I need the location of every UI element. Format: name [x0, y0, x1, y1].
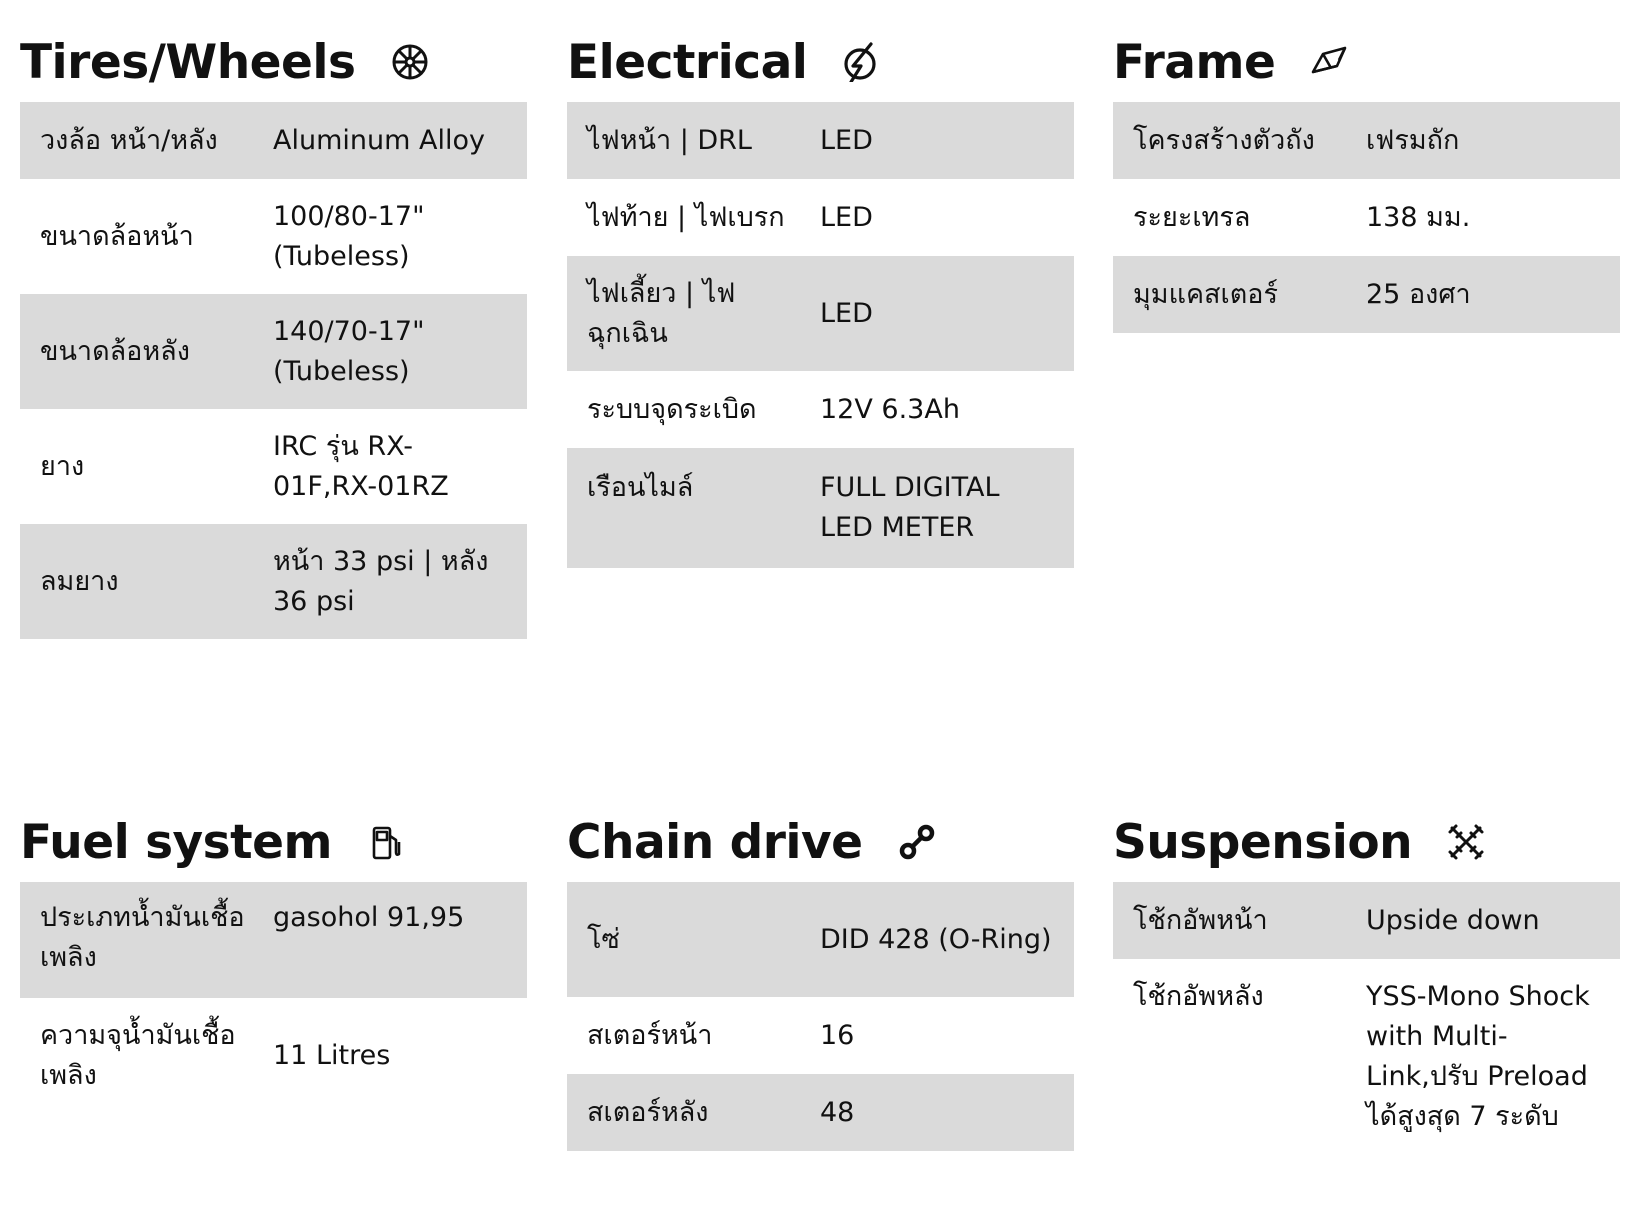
spec-value: เฟรมถัก — [1366, 124, 1460, 156]
wheel-icon — [390, 42, 430, 82]
spec-row — [1113, 882, 1620, 959]
spec-label: โซ่ — [587, 923, 620, 955]
spec-value: IRC รุ่น RX-01F,RX-01RZ — [273, 430, 449, 502]
spec-value: 48 — [820, 1096, 855, 1128]
spec-label: เรือนไมล์ — [587, 472, 694, 503]
spec-label: สเตอร์หลัง — [587, 1096, 709, 1128]
spec-value: LED — [820, 201, 873, 233]
spec-value: 12V 6.3Ah — [820, 393, 960, 425]
spec-row — [1113, 256, 1620, 333]
spec-row — [567, 179, 1074, 256]
tires-wheels-section — [20, 22, 527, 639]
section-title: Electrical — [567, 34, 808, 90]
spec-row — [567, 256, 1074, 371]
spec-label: ยาง — [40, 450, 85, 482]
section-header — [20, 22, 527, 102]
spec-value: 11 Litres — [273, 1039, 391, 1071]
spec-value: 25 องศา — [1366, 278, 1471, 310]
spec-value: Aluminum Alloy — [273, 124, 485, 156]
spec-row — [20, 102, 527, 179]
spec-row — [567, 997, 1074, 1074]
spec-row — [20, 524, 527, 639]
spec-row — [567, 1074, 1074, 1151]
spec-label: ขนาดล้อหลัง — [40, 335, 190, 367]
spec-table — [20, 102, 527, 639]
spec-table — [567, 882, 1074, 1151]
spec-label: โครงสร้างตัวถัง — [1133, 124, 1315, 156]
spec-value: 16 — [820, 1019, 855, 1051]
spec-value: 100/80-17" (Tubeless) — [273, 200, 425, 272]
section-header — [567, 802, 1074, 882]
spec-label: โช้กอัพหลัง — [1133, 981, 1264, 1012]
frame-section — [1113, 22, 1620, 333]
spec-label: สเตอร์หน้า — [587, 1019, 713, 1051]
spec-value: Upside down — [1366, 904, 1540, 936]
section-title: Chain drive — [567, 814, 863, 870]
section-title: Suspension — [1113, 814, 1413, 870]
section-header — [20, 802, 527, 882]
spec-label: โช้กอัพหน้า — [1133, 904, 1268, 936]
spec-value: gasohol 91,95 — [273, 902, 465, 933]
chain-link-icon — [897, 822, 937, 862]
spec-label: มุมแคสเตอร์ — [1133, 278, 1279, 310]
spec-table — [20, 882, 527, 1113]
spec-value: 138 มม. — [1366, 201, 1471, 233]
frame-icon — [1309, 42, 1349, 82]
spec-row — [20, 409, 527, 524]
chain-drive-section — [567, 802, 1074, 1151]
section-title: Frame — [1113, 34, 1276, 90]
fuel-system-section — [20, 802, 527, 1113]
spec-value: LED — [820, 297, 873, 329]
spec-value: DID 428 (O-Ring) — [820, 923, 1052, 955]
spec-row — [20, 179, 527, 294]
suspension-section — [1113, 802, 1620, 1189]
spec-label: ระยะเทรล — [1133, 201, 1251, 233]
spec-table — [567, 102, 1074, 568]
spec-row — [567, 448, 1074, 568]
section-title: Fuel system — [20, 814, 332, 870]
spec-label: วงล้อ หน้า/หลัง — [40, 124, 218, 156]
spec-label: ระบบจุดระเบิด — [587, 393, 757, 425]
lightning-icon — [841, 42, 881, 82]
spec-value: FULL DIGITAL LED METER — [820, 472, 1000, 543]
spec-row — [1113, 102, 1620, 179]
electrical-section — [567, 22, 1074, 568]
section-header — [1113, 802, 1620, 882]
section-header — [567, 22, 1074, 102]
section-title: Tires/Wheels — [20, 34, 356, 90]
spec-value: YSS-Mono Shock with Multi-Link,ปรับ Preload ได้สูงสุด 7 ระดับ — [1366, 981, 1590, 1132]
spec-value: 140/70-17" (Tubeless) — [273, 315, 425, 387]
crossed-shocks-icon — [1446, 822, 1486, 862]
section-header — [1113, 22, 1620, 102]
spec-label: ความจุน้ำมันเชื้อเพลิง — [40, 1019, 236, 1091]
spec-row — [1113, 179, 1620, 256]
spec-label: ไฟท้าย | ไฟเบรก — [587, 201, 785, 233]
spec-table — [1113, 102, 1620, 333]
spec-label: ไฟหน้า | DRL — [587, 124, 752, 156]
spec-value: LED — [820, 124, 873, 156]
spec-row — [567, 371, 1074, 448]
spec-label: ลมยาง — [40, 565, 119, 597]
spec-table — [1113, 882, 1620, 1189]
fuel-pump-icon — [366, 822, 406, 862]
spec-label: ประเภทน้ำมันเชื้อเพลิง — [40, 902, 245, 973]
spec-row — [1113, 959, 1620, 1189]
spec-label: ไฟเลี้ยว | ไฟฉุกเฉิน — [587, 277, 736, 349]
spec-row — [567, 882, 1074, 997]
spec-label: ขนาดล้อหน้า — [40, 220, 194, 252]
spec-row — [20, 998, 527, 1113]
spec-row — [20, 294, 527, 409]
spec-row — [20, 882, 527, 998]
spec-value: หน้า 33 psi | หลัง 36 psi — [273, 545, 489, 617]
spec-row — [567, 102, 1074, 179]
